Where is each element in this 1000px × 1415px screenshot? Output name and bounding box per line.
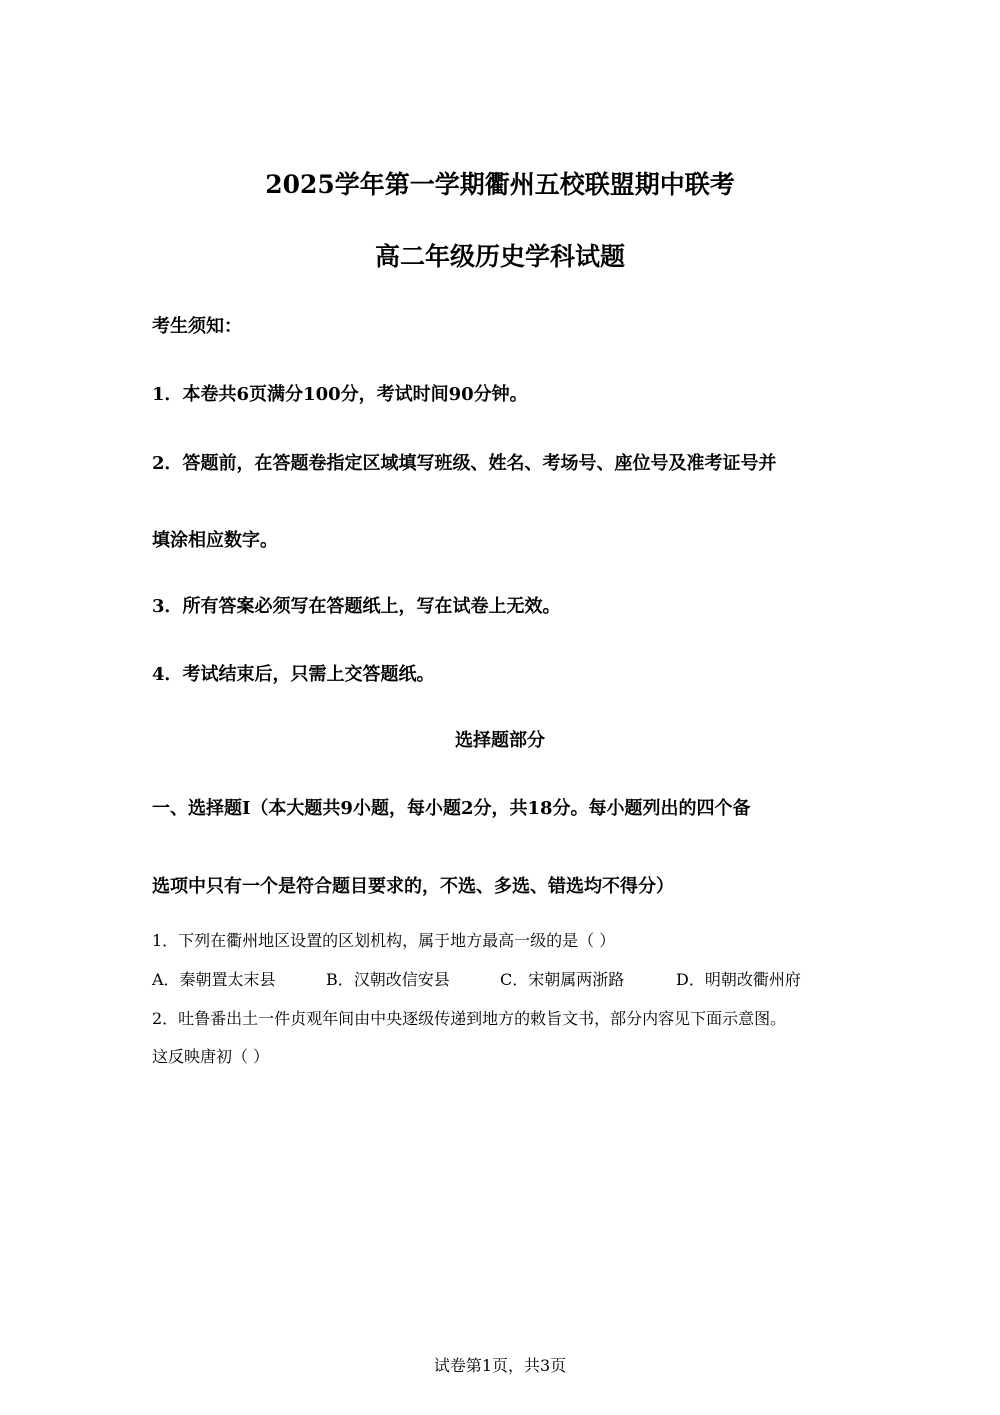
question-1-option-a: A．秦朝置太末县 [152,970,276,989]
page-footer: 试卷第1页，共3页 [433,1356,567,1375]
part-heading-line-1: 一、选择题Ⅰ（本大题共9小题，每小题2分，共18分。每小题列出的四个备 [152,798,751,819]
notice-item-1: 1．本卷共6页满分100分，考试时间90分钟。 [152,384,528,405]
question-1-option-b: B．汉朝改信安县 [326,970,450,989]
question-2-stem-line-1: 2．吐鲁番出土一件贞观年间由中央逐级传递到地方的敕旨文书，部分内容见下面示意图。 [152,1009,787,1028]
section-heading: 选择题部分 [455,730,545,751]
question-2-stem-line-2: 这反映唐初（ ） [152,1047,270,1066]
notice-item-3: 3．所有答案必须写在答题纸上，写在试卷上无效。 [152,596,561,617]
question-1-option-d: D．明朝改衢州府 [676,970,801,989]
notice-item-2-continued: 填涂相应数字。 [152,530,278,551]
question-1-option-c: C．宋朝属两浙路 [500,970,625,989]
notice-heading: 考生须知： [152,316,242,337]
notice-item-2: 2．答题前，在答题卷指定区域填写班级、姓名、考场号、座位号及准考证号并 [152,453,777,474]
exam-subtitle: 高二年级历史学科试题 [374,242,625,271]
notice-item-4: 4．考试结束后，只需上交答题纸。 [152,664,435,685]
part-heading-line-2: 选项中只有一个是符合题目要求的，不选、多选、错选均不得分） [152,876,674,897]
question-1-stem: 1．下列在衢州地区设置的区划机构，属于地方最高一级的是（ ） [152,931,616,950]
exam-title: 2025学年第一学期衢州五校联盟期中联考 [265,170,735,199]
